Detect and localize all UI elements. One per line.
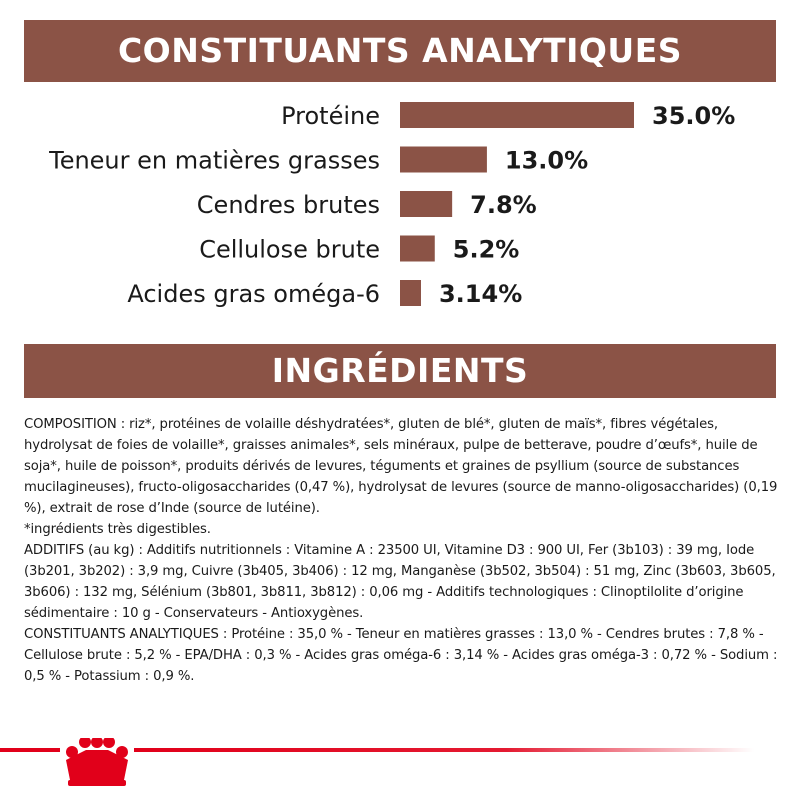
- bar-value-label: 13.0%: [504, 146, 589, 175]
- bar: [400, 236, 435, 262]
- bar-category-label: Cendres brutes: [196, 191, 380, 219]
- analytical-paragraph: CONSTITUANTS ANALYTIQUES : Protéine : 35,0 % - Teneur en matières grasses : 13,0 % - Cendres brutes : 7,8 % - Cellulose brute : 5,2 % - EPA/DHA : 0,3 % - Acides gras oméga-6 : 3,14 % - Acides gras oméga-3 : 0,72 % - Sodium : 0,5 % - Potassium : 0,9 %.: [24, 627, 778, 684]
- additives-paragraph: ADDITIFS (au kg) : Additifs nutritionnels : Vitamine A : 23500 UI, Vitamine D3 : 900 UI, Fer (3b103) : 39 mg, Iode (3b201, 3b202) : 3,9 mg, Cuivre (3b405, 3b406) : 12 mg, Manganèse (3b502, 3b504) : 51 mg, Zinc (3b603, 3b605, 3b606) : 132 mg, Sélénium (3b801, 3b811, 3b812) : 0,06 mg - Additifs technologiques : Clinoptilolite d’origine sédimentaire : 10 g - Conservateurs - Antioxygènes.: [24, 543, 776, 621]
- bar: [400, 280, 421, 306]
- crown-icon: [66, 738, 128, 786]
- bar-category-label: Teneur en matières grasses: [49, 146, 380, 175]
- bar-category-label: Cellulose brute: [199, 235, 380, 264]
- bar: [400, 102, 634, 128]
- bar-value-label: 35.0%: [652, 102, 736, 130]
- digestible-note: *ingrédients très digestibles.: [24, 522, 211, 537]
- analytical-constituents-chart: [0, 90, 800, 330]
- bar-value-label: 3.14%: [438, 280, 523, 308]
- ingredients-title: INGRÉDIENTS: [24, 344, 776, 398]
- bar-value-label: 5.2%: [452, 235, 520, 264]
- composition-text: [24, 414, 784, 687]
- footer-brand-line: [0, 738, 800, 788]
- bar-category-label: Protéine: [281, 102, 380, 130]
- bar-category-label: Acides gras oméga-6: [127, 280, 380, 308]
- composition-paragraph: COMPOSITION : riz*, protéines de volaille déshydratées*, gluten de blé*, gluten de maïs*, fibres végétales, hydrolysat de foies de volaille*, graisses animales*, sels minéraux, pulpe de betterave, poudre d’œufs*, huile de soja*, huile de poisson*, produits dérivés de levures, téguments et graines de psyllium (source de substances mucilagineuses), fructo-oligosaccharides (0,47 %), hydrolysat de levures (source de manno-oligosaccharides) (0,19 %), extrait de rose d’Inde (source de lutéine).: [24, 417, 778, 516]
- bar-value-label: 7.8%: [470, 191, 537, 219]
- analytical-constituents-title: CONSTITUANTS ANALYTIQUES: [24, 20, 776, 82]
- bar: [400, 147, 487, 173]
- bar: [400, 191, 452, 217]
